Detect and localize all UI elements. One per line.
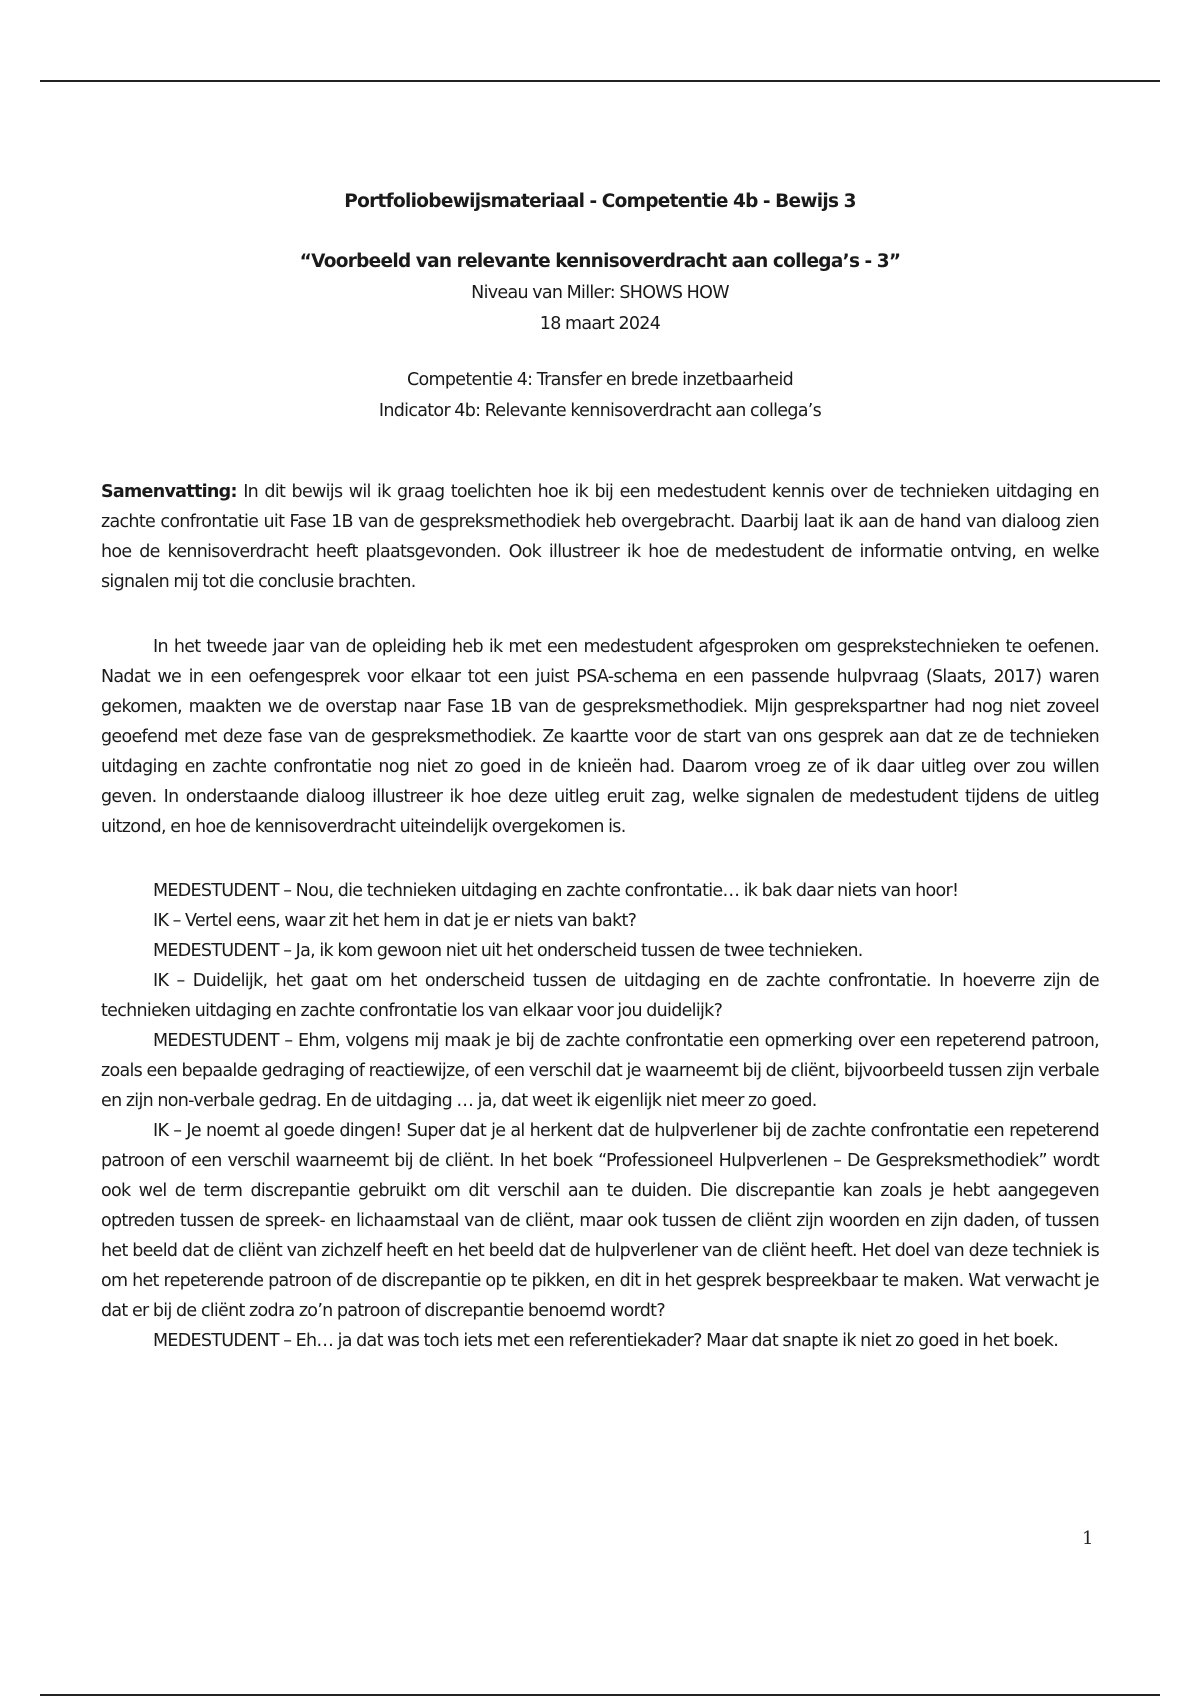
document-date: 18 maart 2024 [539,314,661,334]
dialogue-line: MEDESTUDENT – Nou, die technieken uitdaging en zachte confrontatie… ik bak daar niets van hoor! [153,881,959,901]
dialogue-line: MEDESTUDENT – Ehm, volgens mij maak je bij de zachte confrontatie een opmerking over een repeterend patroon, zoals een bepaalde gedraging of reactiewijze, of een verschil dat je waarneemt bij de cliënt, bijvoorbeeld tussen zijn verbale en zijn non-verbale gedrag. En de uitdaging … ja, dat weet ik eigenlijk niet meer zo goed. [101,1031,1099,1111]
dialogue-line: MEDESTUDENT – Eh… ja dat was toch iets met een referentiekader? Maar dat snapte ik niet zo goed in het boek. [153,1331,1059,1351]
dialogue-line: IK – Duidelijk, het gaat om het onderscheid tussen de uitdaging en de zachte confrontatie. In hoeverre zijn de technieken uitdaging en zachte confrontatie los van elkaar voor jou duidelijk? [101,971,1099,1021]
document-title: Portfoliobewijsmateriaal - Competentie 4b - Bewijs 3 [344,191,856,212]
page-number: 1 [1082,1528,1094,1549]
dialogue-line: MEDESTUDENT – Ja, ik kom gewoon niet uit het onderscheid tussen de twee technieken. [153,941,863,961]
top-rule [40,80,1160,82]
intro-paragraph: In het tweede jaar van de opleiding heb ik met een medestudent afgesproken om gesprekstechnieken te oefenen. Nadat we in een oefengesprek voor elkaar tot een juist PSA-schema en een passende hulpvraag (Slaats, 2017) waren gekomen, maakten we de overstap naar Fase 1B van de gespreksmethodiek. Mijn gesprekspartner had nog niet zoveel geoefend met deze fase van de gespreksmethodiek. Ze kaartte voor de start van ons gesprek aan dat ze de technieken uitdaging en zachte confrontatie nog niet zo goed in de knieën had. Daarom vroeg ze of ik daar uitleg over zou willen geven. In onderstaande dialoog illustreer ik hoe deze uitleg eruit zag, welke signalen de medestudent tijdens de uitleg uitzond, en hoe de kennisoverdracht uiteindelijk overgekomen is. [101,637,1099,837]
summary-paragraph [101,477,1099,597]
document-page [101,190,1099,1356]
dialogue-block [101,876,1099,1356]
indicator-line: Indicator 4b: Relevante kennisoverdracht aan collega’s [378,401,822,421]
competence-block [101,365,1099,427]
miller-level: Niveau van Miller: SHOWS HOW [471,283,729,303]
competence-line: Competentie 4: Transfer en brede inzetbaarheid [406,370,794,390]
dialogue-line: IK – Vertel eens, waar zit het hem in dat je er niets van bakt? [153,911,637,931]
summary-text: In dit bewijs wil ik graag toelichten hoe ik bij een medestudent kennis over de technieken uitdaging en zachte confrontatie uit Fase 1B van de gespreksmethodiek heb overgebracht. Daarbij laat ik aan de hand van dialoog zien hoe de kennisoverdracht heeft plaatsgevonden. Ook illustreer ik hoe de medestudent de informatie ontving, en welke signalen mij tot die conclusie brachten. [101,482,1099,592]
dialogue-line: IK – Je noemt al goede dingen! Super dat je al herkent dat de hulpverlener bij de zachte confrontatie een repeterend patroon of een verschil waarneemt bij de cliënt. In het boek “Professioneel Hulpverlenen – De Gespreksmethodiek” wordt ook wel de term discrepantie gebruikt om dit verschil aan te duiden. Die discrepantie kan zoals je hebt aangegeven optreden tussen de spreek- en lichaamstaal van de cliënt, maar ook tussen de cliënt zijn woorden en zijn daden, of tussen het beeld dat de cliënt van zichzelf heeft en het beeld dat de hulpverlener van de cliënt heeft. Het doel van deze techniek is om het repeterende patroon of de discrepantie op te pikken, en dit in het gesprek bespreekbaar te maken. Wat verwacht je dat er bij de cliënt zodra zo’n patroon of discrepantie benoemd wordt? [101,1121,1099,1321]
bottom-rule [40,1694,1160,1696]
summary-label: Samenvatting: [101,482,237,502]
document-subtitle: “Voorbeeld van relevante kennisoverdracht aan collega’s - 3” [299,251,901,272]
